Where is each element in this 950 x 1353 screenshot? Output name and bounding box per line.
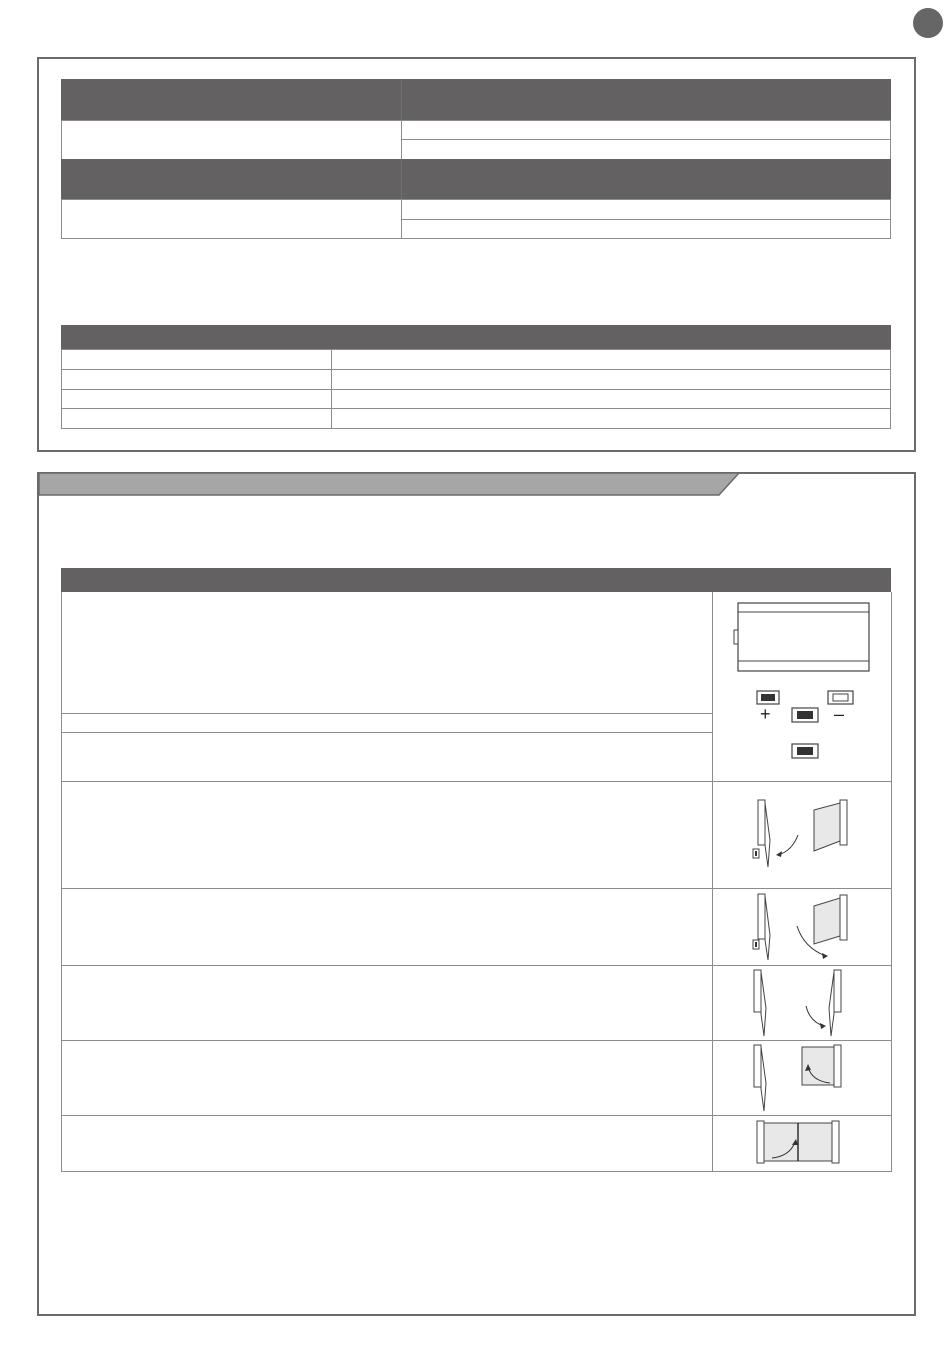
table-a-header-row xyxy=(61,79,891,120)
table-a-cell-right xyxy=(401,120,891,140)
page-number-badge xyxy=(913,8,943,38)
section-tab xyxy=(39,473,741,497)
table-b-row xyxy=(61,408,891,429)
table-a-cell-right xyxy=(401,199,891,220)
table-a-cell-right xyxy=(401,139,891,160)
table-a-cell-left xyxy=(61,120,402,160)
table-b-row xyxy=(61,349,891,370)
gate-closed-icon xyxy=(730,1116,880,1171)
table-b-header-row xyxy=(61,325,891,349)
plus-symbol: + xyxy=(760,704,771,724)
table-a-header-row xyxy=(61,159,891,200)
procedure-column-divider xyxy=(712,592,713,1172)
table-a-header-divider xyxy=(401,79,402,120)
control-panel-icon xyxy=(730,600,880,770)
table-b-row xyxy=(61,369,891,390)
minus-symbol: – xyxy=(834,704,845,724)
procedure-sub-divider xyxy=(61,713,712,714)
table-b-column-divider xyxy=(331,349,332,429)
gate-leaf-return-icon xyxy=(730,1041,880,1116)
procedure-row-divider xyxy=(61,888,892,889)
table-b-row xyxy=(61,389,891,409)
table-a-cell-left xyxy=(61,199,402,239)
procedure-sub-divider xyxy=(61,732,712,733)
procedure-header xyxy=(61,568,891,592)
plus-button-icon xyxy=(757,691,779,704)
lower-button-icon xyxy=(792,744,818,758)
table-a-header-divider xyxy=(401,159,402,200)
gate-leaf-closing-icon xyxy=(730,785,880,885)
gate-leaf-opening-icon xyxy=(730,890,880,965)
table-a-cell-right xyxy=(401,219,891,239)
set-button-icon xyxy=(792,708,818,722)
procedure-row-divider xyxy=(61,781,892,782)
minus-button-icon xyxy=(828,691,853,704)
gate-leaves-swing-icon xyxy=(730,966,880,1041)
